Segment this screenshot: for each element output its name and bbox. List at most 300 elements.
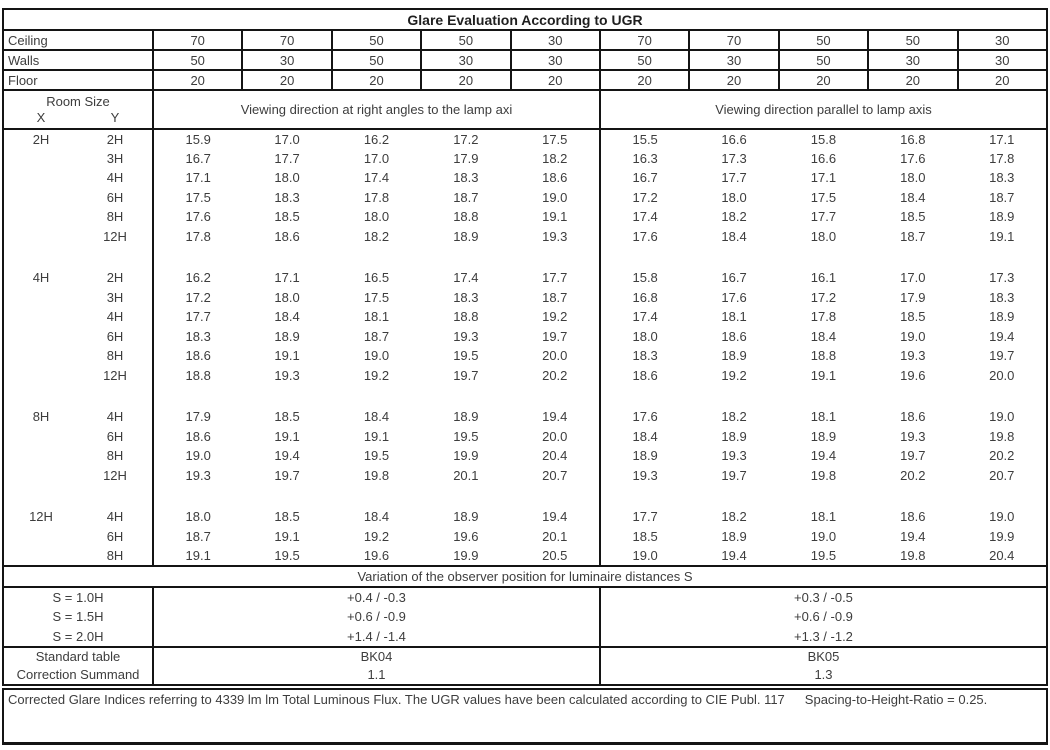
ugr-value: 19.1 — [274, 348, 300, 364]
ugr-value: 18.9 — [274, 328, 300, 344]
ugr-value: 16.8 — [600, 288, 689, 308]
ugr-value: 19.1 — [542, 209, 568, 225]
block-gap-row — [3, 246, 1047, 268]
ugr-value: 16.7 — [600, 168, 689, 188]
ugr-value: 18.8 — [453, 309, 479, 325]
room-y-value: 2H — [106, 270, 124, 286]
ugr-value: 19.0 — [989, 509, 1015, 525]
gap-cell — [153, 246, 600, 268]
ugr-row-4H-8H — [3, 346, 1047, 366]
x-axis-label: X — [3, 110, 78, 129]
ugr-value: 19.8 — [363, 467, 390, 483]
ugr-value: 16.6 — [721, 131, 747, 147]
room-x-value — [3, 527, 78, 547]
room-x-value — [3, 427, 78, 447]
surface-value: 30 — [242, 50, 331, 70]
surface-value: 30 — [868, 50, 957, 70]
surface-value: 20 — [600, 70, 689, 90]
ugr-value: 20.7 — [989, 467, 1015, 483]
variation-header: Variation of the observer position for luminaire distances S — [3, 566, 1047, 587]
ugr-value: 16.2 — [363, 131, 390, 147]
surface-value: 20 — [421, 70, 510, 90]
ugr-value: 17.7 — [153, 307, 242, 327]
ugr-value: 19.0 — [600, 546, 689, 566]
ugr-row-4H-12H — [3, 366, 1047, 386]
ugr-value: 15.8 — [810, 131, 837, 147]
ugr-value: 19.5 — [453, 348, 479, 364]
ugr-value: 17.2 — [153, 288, 242, 308]
ugr-value: 16.2 — [153, 268, 242, 288]
ugr-row-2H-6H — [3, 188, 1047, 208]
room-y-value: 4H — [106, 509, 124, 525]
ugr-value: 20.4 — [989, 547, 1015, 563]
ugr-row-4H-3H — [3, 288, 1047, 308]
ugr-value: 17.3 — [989, 270, 1015, 286]
ugr-value: 18.9 — [810, 428, 837, 444]
surface-value: 20 — [779, 70, 868, 90]
y-axis-label: Y — [78, 110, 153, 129]
gap-cell — [600, 485, 1047, 507]
ugr-value: 18.7 — [363, 328, 390, 344]
room-y-value: 12H — [103, 228, 127, 244]
ugr-value: 19.4 — [989, 328, 1015, 344]
room-y-value: 3H — [106, 150, 124, 166]
s-distance-label: S = 2.0H — [3, 627, 153, 647]
page-title: Glare Evaluation According to UGR — [3, 9, 1047, 30]
ugr-value: 18.5 — [274, 409, 300, 425]
correction-summand-label: Correction Summand — [16, 667, 140, 682]
ugr-value: 19.1 — [810, 367, 837, 383]
gap-cell — [3, 246, 153, 268]
ugr-value: 19.9 — [453, 547, 479, 563]
ugr-value: 17.1 — [989, 131, 1015, 147]
room-x-value — [3, 327, 78, 347]
room-x-value — [3, 188, 78, 208]
ugr-row-4H-6H — [3, 327, 1047, 347]
ugr-value: 17.5 — [542, 131, 568, 147]
ugr-value: 18.0 — [900, 170, 926, 186]
ugr-value: 19.1 — [989, 228, 1015, 244]
room-x-value — [3, 307, 78, 327]
ugr-value: 18.4 — [600, 427, 689, 447]
ugr-value: 17.4 — [453, 270, 479, 286]
ugr-row-8H-6H — [3, 427, 1047, 447]
ugr-value: 19.6 — [900, 367, 926, 383]
ugr-value: 19.3 — [153, 466, 242, 486]
surface-value: 70 — [600, 30, 689, 50]
standard-table-row — [3, 647, 1047, 666]
surface-label: Floor — [3, 70, 153, 90]
ugr-value: 19.6 — [363, 547, 390, 563]
room-y-value: 12H — [103, 467, 127, 483]
ugr-value: 17.5 — [153, 188, 242, 208]
ugr-value: 18.6 — [542, 170, 568, 186]
title-row — [3, 9, 1047, 30]
surface-value: 20 — [332, 70, 421, 90]
surface-label: Ceiling — [3, 30, 153, 50]
ugr-value: 17.5 — [810, 189, 837, 205]
ugr-value: 18.0 — [600, 327, 689, 347]
ugr-table — [2, 8, 1048, 686]
ugr-value: 17.0 — [900, 270, 926, 286]
ugr-value: 17.1 — [274, 270, 300, 286]
ugr-value: 18.6 — [153, 346, 242, 366]
ugr-value: 17.6 — [600, 407, 689, 427]
ugr-value: 19.3 — [274, 367, 300, 383]
ugr-value: 17.6 — [600, 227, 689, 247]
surface-value: 30 — [689, 50, 778, 70]
ugr-value: 18.9 — [600, 446, 689, 466]
ugr-value: 18.9 — [453, 509, 479, 525]
ugr-value: 20.2 — [900, 467, 926, 483]
surface-value: 30 — [511, 50, 600, 70]
ugr-value: 17.9 — [153, 407, 242, 427]
surface-value: 50 — [153, 50, 242, 70]
ugr-value: 15.8 — [600, 268, 689, 288]
ugr-value: 17.6 — [721, 289, 747, 305]
ugr-value: 18.6 — [274, 228, 300, 244]
surface-value: 70 — [242, 30, 331, 50]
ugr-value: 18.2 — [363, 228, 390, 244]
ugr-value: 18.5 — [900, 209, 926, 225]
ugr-value: 19.8 — [900, 547, 926, 563]
variation-value-left: +0.6 / -0.9 — [153, 607, 600, 627]
ugr-value: 15.5 — [600, 129, 689, 149]
ugr-value: 19.8 — [989, 428, 1015, 444]
ugr-value: 18.3 — [453, 170, 479, 186]
ugr-value: 18.3 — [153, 327, 242, 347]
ugr-value: 17.7 — [810, 209, 837, 225]
s-distance-label: S = 1.5H — [52, 609, 104, 624]
room-x-value — [3, 227, 78, 247]
footer-ratio-text: Spacing-to-Height-Ratio = 0.25. — [804, 692, 988, 707]
surface-value: 20 — [689, 70, 778, 90]
ugr-value: 19.1 — [274, 528, 300, 544]
ugr-value: 18.0 — [363, 209, 390, 225]
section-header-parallel: Viewing direction parallel to lamp axis — [600, 90, 1047, 129]
ugr-value: 20.1 — [542, 528, 568, 544]
surface-value: 20 — [242, 70, 331, 90]
footer-flux-text: Corrected Glare Indices referring to 4339 lm lm Total Luminous Flux. The UGR values have been calculated according to CIE Publ. 117 — [8, 692, 785, 707]
standard-table-right: BK05 — [600, 647, 1047, 666]
ugr-value: 19.7 — [274, 467, 300, 483]
ugr-value: 19.3 — [600, 466, 689, 486]
ugr-value: 18.1 — [810, 509, 837, 525]
ugr-value: 19.0 — [363, 348, 390, 364]
ugr-value: 19.4 — [721, 547, 747, 563]
room-x-value — [3, 466, 78, 486]
ugr-row-8H-8H — [3, 446, 1047, 466]
surface-value: 50 — [421, 30, 510, 50]
room-y-value: 8H — [106, 547, 124, 563]
ugr-row-12H-6H — [3, 527, 1047, 547]
variation-row — [3, 587, 1047, 607]
ugr-value: 19.9 — [989, 528, 1015, 544]
ugr-value: 19.3 — [542, 228, 568, 244]
room-y-value: 12H — [103, 367, 127, 383]
room-x-value — [3, 149, 78, 169]
room-y-value: 6H — [106, 328, 124, 344]
ugr-value: 19.7 — [542, 328, 568, 344]
ugr-value: 18.0 — [274, 170, 300, 186]
section-header-right-angles: Viewing direction at right angles to the lamp axi — [153, 90, 600, 129]
ugr-value: 17.5 — [363, 289, 390, 305]
ugr-value: 19.4 — [542, 409, 568, 425]
ugr-value: 18.9 — [721, 348, 747, 364]
ugr-value: 18.5 — [274, 209, 300, 225]
ugr-value: 16.7 — [153, 149, 242, 169]
surface-value: 50 — [332, 30, 421, 50]
ugr-value: 18.3 — [989, 170, 1015, 186]
ugr-value: 18.9 — [453, 409, 479, 425]
ugr-value: 19.0 — [810, 528, 837, 544]
ugr-value: 17.8 — [153, 227, 242, 247]
ugr-value: 17.8 — [989, 150, 1015, 166]
room-y-value: 2H — [106, 131, 124, 147]
ugr-value: 18.3 — [600, 346, 689, 366]
ugr-value: 20.7 — [542, 467, 568, 483]
ugr-row-4H-2H — [3, 268, 1047, 288]
ugr-value: 18.9 — [989, 209, 1015, 225]
ugr-value: 17.4 — [363, 170, 390, 186]
room-x-value — [3, 446, 78, 466]
ugr-value: 18.7 — [989, 189, 1015, 205]
ugr-value: 17.1 — [810, 170, 837, 186]
room-y-value: 4H — [106, 309, 124, 325]
ugr-value: 20.4 — [542, 448, 568, 464]
ugr-value: 16.6 — [810, 150, 837, 166]
gap-cell — [600, 385, 1047, 407]
room-x-value: 12H — [29, 509, 53, 525]
ugr-value: 18.1 — [721, 309, 747, 325]
ugr-value: 17.2 — [600, 188, 689, 208]
room-size-header-row — [3, 90, 1047, 110]
ugr-value: 19.5 — [363, 448, 390, 464]
ugr-value: 17.9 — [900, 289, 926, 305]
ugr-value: 19.1 — [274, 428, 300, 444]
correction-summand-row — [3, 666, 1047, 685]
ugr-value: 18.6 — [153, 427, 242, 447]
surface-value: 50 — [779, 30, 868, 50]
ugr-value: 18.4 — [810, 328, 837, 344]
surface-value: 20 — [511, 70, 600, 90]
ugr-value: 18.5 — [600, 527, 689, 547]
ugr-value: 19.9 — [453, 448, 479, 464]
room-x-value — [3, 346, 78, 366]
ugr-value: 18.4 — [900, 189, 926, 205]
ugr-value: 19.3 — [900, 428, 926, 444]
gap-cell — [153, 485, 600, 507]
ugr-value: 20.2 — [989, 448, 1015, 464]
variation-header-row — [3, 566, 1047, 587]
ugr-values-section — [3, 129, 1047, 566]
s-distance-label: S = 1.0H — [52, 589, 104, 605]
room-x-value — [3, 366, 78, 386]
surface-value: 50 — [868, 30, 957, 50]
ugr-value: 18.9 — [721, 428, 747, 444]
ugr-value: 20.0 — [989, 367, 1015, 383]
ugr-value: 19.7 — [989, 348, 1015, 364]
room-x-value — [3, 207, 78, 227]
ugr-value: 19.2 — [721, 367, 747, 383]
room-size-header-section — [3, 90, 1047, 129]
ugr-value: 18.4 — [363, 509, 390, 525]
ugr-value: 18.8 — [453, 209, 479, 225]
room-y-value: 8H — [106, 209, 124, 225]
ugr-value: 16.3 — [600, 149, 689, 169]
surface-row-ceiling — [3, 30, 1047, 50]
ugr-value: 18.4 — [363, 409, 390, 425]
room-x-value: 4H — [32, 270, 50, 286]
ugr-value: 19.2 — [542, 309, 568, 325]
surface-value: 20 — [868, 70, 957, 90]
surface-label: Walls — [3, 50, 153, 70]
ugr-value: 16.5 — [363, 270, 390, 286]
ugr-value: 15.9 — [153, 129, 242, 149]
gap-cell — [600, 246, 1047, 268]
ugr-value: 18.9 — [453, 228, 479, 244]
variation-value-right: +0.3 / -0.5 — [600, 587, 1047, 607]
ugr-value: 19.7 — [453, 367, 479, 383]
room-x-value — [3, 168, 78, 188]
variation-value-right: +0.6 / -0.9 — [600, 607, 1047, 627]
ugr-value: 17.4 — [600, 207, 689, 227]
surface-value: 30 — [958, 50, 1047, 70]
ugr-value: 18.0 — [721, 189, 747, 205]
ugr-value: 18.2 — [721, 209, 747, 225]
ugr-value: 19.3 — [900, 348, 926, 364]
ugr-value: 16.8 — [900, 131, 926, 147]
ugr-value: 19.3 — [721, 448, 747, 464]
variation-value-left: +0.4 / -0.3 — [153, 587, 600, 607]
ugr-value: 19.0 — [542, 189, 568, 205]
ugr-row-2H-8H — [3, 207, 1047, 227]
ugr-value: 18.0 — [153, 507, 242, 527]
room-y-value: 3H — [106, 289, 124, 305]
standard-table-label: Standard table — [35, 649, 121, 664]
ugr-value: 18.3 — [274, 189, 300, 205]
room-x-value — [3, 546, 78, 566]
ugr-value: 17.1 — [153, 168, 242, 188]
ugr-value: 18.1 — [810, 409, 837, 425]
ugr-value: 17.4 — [600, 307, 689, 327]
ugr-value: 18.1 — [363, 309, 390, 325]
room-y-value: 6H — [106, 189, 124, 205]
ugr-value: 17.8 — [363, 189, 390, 205]
ugr-value: 19.4 — [274, 448, 300, 464]
ugr-value: 18.8 — [153, 366, 242, 386]
standard-table-left: BK04 — [153, 647, 600, 666]
ugr-value: 18.2 — [721, 409, 747, 425]
ugr-value: 18.3 — [453, 289, 479, 305]
ugr-value: 19.4 — [900, 528, 926, 544]
ugr-value: 19.0 — [900, 328, 926, 344]
ugr-value: 19.8 — [810, 467, 837, 483]
ugr-value: 18.6 — [900, 509, 926, 525]
ugr-value: 18.5 — [274, 509, 300, 525]
ugr-value: 17.3 — [721, 150, 747, 166]
ugr-value: 19.5 — [453, 428, 479, 444]
block-gap-row — [3, 485, 1047, 507]
ugr-value: 19.2 — [363, 528, 390, 544]
room-y-value: 4H — [106, 170, 124, 186]
ugr-value: 20.1 — [453, 467, 479, 483]
ugr-value: 18.8 — [810, 348, 837, 364]
ugr-value: 19.5 — [810, 547, 837, 563]
ugr-value: 19.7 — [721, 467, 747, 483]
ugr-value: 19.1 — [363, 428, 390, 444]
ugr-value: 19.0 — [153, 446, 242, 466]
ugr-value: 18.7 — [453, 189, 479, 205]
surface-row-walls — [3, 50, 1047, 70]
ugr-row-12H-4H — [3, 507, 1047, 527]
gap-cell — [3, 385, 153, 407]
footer-note — [2, 688, 1048, 745]
ugr-value: 18.7 — [542, 289, 568, 305]
ugr-value: 18.9 — [989, 309, 1015, 325]
ugr-row-2H-2H — [3, 129, 1047, 149]
ugr-value: 19.7 — [900, 448, 926, 464]
ugr-value: 18.4 — [721, 228, 747, 244]
ugr-row-4H-4H — [3, 307, 1047, 327]
ugr-value: 18.3 — [989, 289, 1015, 305]
room-y-value: 6H — [106, 528, 124, 544]
ugr-row-2H-3H — [3, 149, 1047, 169]
ugr-value: 17.7 — [542, 270, 568, 286]
ugr-value: 19.6 — [453, 528, 479, 544]
ugr-value: 18.7 — [900, 228, 926, 244]
summary-section — [3, 647, 1047, 685]
surface-row-floor — [3, 70, 1047, 90]
ugr-value: 18.7 — [153, 527, 242, 547]
ugr-value: 16.7 — [721, 270, 747, 286]
ugr-value: 19.1 — [153, 546, 242, 566]
reflectance-header-section — [3, 30, 1047, 90]
ugr-value: 19.5 — [274, 547, 300, 563]
ugr-value: 18.5 — [900, 309, 926, 325]
ugr-value: 17.7 — [274, 150, 300, 166]
gap-cell — [153, 385, 600, 407]
ugr-value: 20.2 — [542, 367, 568, 383]
room-y-value: 4H — [106, 409, 124, 425]
surface-value: 20 — [958, 70, 1047, 90]
surface-value: 70 — [689, 30, 778, 50]
ugr-value: 17.6 — [153, 207, 242, 227]
variation-value-right: +1.3 / -1.2 — [600, 627, 1047, 647]
ugr-value: 17.2 — [453, 131, 479, 147]
surface-value: 30 — [421, 50, 510, 70]
surface-value: 30 — [958, 30, 1047, 50]
correction-summand-left: 1.1 — [153, 666, 600, 685]
ugr-value: 17.7 — [600, 507, 689, 527]
room-y-value: 6H — [106, 428, 124, 444]
surface-value: 50 — [332, 50, 421, 70]
ugr-value: 17.0 — [363, 150, 390, 166]
room-x-value: 8H — [32, 409, 50, 425]
ugr-row-8H-4H — [3, 407, 1047, 427]
ugr-value: 16.1 — [810, 270, 837, 286]
ugr-value: 17.7 — [721, 170, 747, 186]
ugr-value: 17.9 — [453, 150, 479, 166]
variation-row — [3, 607, 1047, 627]
ugr-value: 19.4 — [810, 448, 837, 464]
variation-section — [3, 566, 1047, 647]
room-size-header: Room Size — [46, 94, 110, 109]
ugr-value: 18.6 — [721, 328, 747, 344]
ugr-value: 18.0 — [274, 289, 300, 305]
room-y-value: 8H — [106, 448, 124, 464]
surface-value: 70 — [153, 30, 242, 50]
